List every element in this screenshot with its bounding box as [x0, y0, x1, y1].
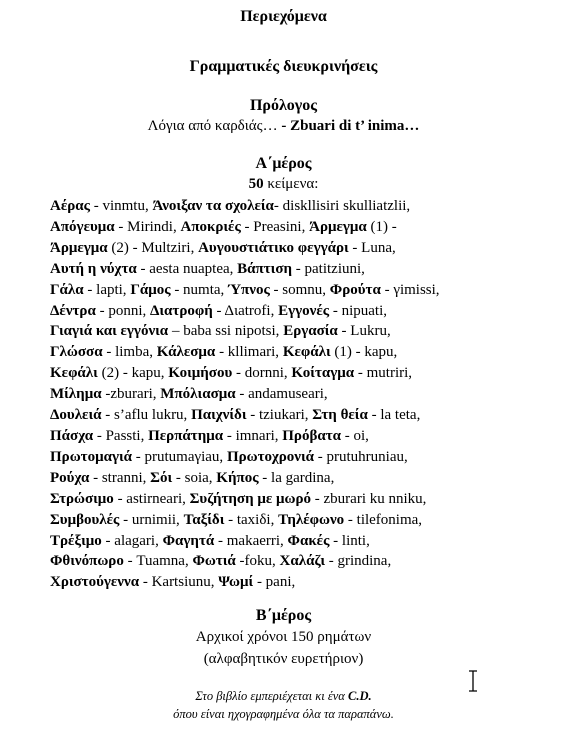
- entry-line: [50, 384, 530, 405]
- text-cursor-icon: [467, 670, 479, 692]
- entry-greek-title: Εγγονές: [278, 302, 330, 319]
- entry-translation: - imnari,: [223, 427, 283, 444]
- prologue-aromanian: Zbuari di t’ inima…: [290, 118, 420, 134]
- entry-greek-title: Διατροφή: [150, 302, 213, 319]
- entry-greek-title: Παιχνίδι: [191, 407, 247, 424]
- entry-translation: - pani,: [253, 574, 296, 591]
- entry-line: [50, 551, 530, 572]
- entry-translation: - γimissi,: [380, 281, 440, 298]
- entry-greek-title: Κοιμήσου: [168, 365, 233, 382]
- entry-greek-title: Αυτή η νύχτα: [50, 260, 137, 277]
- entry-line: [50, 238, 530, 259]
- entry-translation: - Passti,: [93, 427, 149, 444]
- entry-translation: - dornni,: [232, 365, 292, 382]
- entry-greek-title: Συμβουλές: [50, 511, 120, 528]
- entry-greek-title: Κάλεσμα: [156, 344, 216, 361]
- entry-translation: - s’aflu lukru,: [101, 407, 192, 424]
- prologue-dash: -: [281, 118, 287, 134]
- entry-greek-title: Δέντρα: [50, 302, 96, 319]
- entry-translation: - taxiδi,: [224, 511, 279, 528]
- entry-greek-title: Τηλέφωνο: [278, 511, 345, 528]
- entry-translation: - la teta,: [367, 407, 421, 424]
- entry-translation: - Kartsiunu,: [139, 574, 219, 591]
- part-a-count-label: κείμενα:: [267, 176, 319, 192]
- entry-line: [50, 405, 530, 426]
- entry-greek-title: Συζήτηση με μωρό: [189, 490, 312, 507]
- entry-greek-title: Γιαγιά και εγγόνια: [50, 323, 169, 340]
- entry-greek-title: Απόγευμα: [50, 218, 115, 235]
- contents-title: Περιεχόμενα: [240, 8, 327, 25]
- entry-greek-title: Τρέξιμο: [50, 532, 102, 549]
- entry-greek-title: Ψωμί: [218, 574, 254, 591]
- entry-line: [50, 531, 530, 552]
- entry-translation: - aesta nuaptea,: [136, 260, 238, 277]
- entry-translation: - diskllisiri skulliatzlii,: [273, 198, 411, 214]
- note-cd: C.D.: [348, 689, 372, 703]
- entry-translation: - lapti,: [83, 281, 131, 298]
- entry-translation: - oi,: [341, 427, 369, 444]
- entry-translation: - prutuhruniau,: [314, 448, 408, 465]
- entry-translation: - grindina,: [324, 553, 392, 570]
- entry-translation: - makaerri,: [214, 532, 288, 549]
- entry-translation: - zburari ku nniku,: [311, 490, 427, 507]
- entry-greek-title: Κεφάλι: [282, 344, 331, 361]
- entry-greek-title: Γάμος: [130, 281, 171, 298]
- entry-greek-title: Φωτιά: [192, 553, 236, 570]
- entry-greek-title: Κοίταγμα: [291, 365, 355, 382]
- entry-translation: - mutriri,: [354, 365, 413, 382]
- entry-greek-title: Σόι: [150, 469, 173, 486]
- entry-greek-title: Γάλα: [50, 281, 84, 298]
- entry-translation: - nipuati,: [329, 302, 387, 319]
- entry-translation: – baba ssi nipotsi,: [168, 323, 284, 340]
- entry-translation: (1) -: [366, 218, 397, 235]
- entry-greek-title: Κεφάλι: [50, 365, 98, 382]
- entry-translation: - Preasini,: [240, 218, 310, 235]
- entry-greek-title: Στη θεία: [312, 407, 368, 424]
- entry-greek-title: Κήπος: [216, 469, 259, 486]
- entry-greek-title: Άρμεγμα: [50, 239, 108, 256]
- entry-line: [50, 301, 530, 322]
- entry-greek-title: Χριστούγεννα: [50, 574, 140, 591]
- entry-greek-title: Ταξίδι: [183, 511, 225, 528]
- entry-greek-title: Αποκριές: [180, 218, 241, 235]
- grammar-heading: Γραμματικές διευκρινήσεις: [189, 58, 378, 75]
- entry-translation: -foku,: [235, 553, 280, 570]
- part-a-count-line: [0, 176, 567, 193]
- entry-translation: - Lukru,: [337, 323, 391, 340]
- entry-translation: - ponni,: [95, 302, 150, 319]
- entry-line: [50, 196, 530, 217]
- entry-line: [50, 342, 530, 363]
- entry-line: [50, 447, 530, 468]
- prologue-heading: Πρόλογος: [249, 97, 318, 114]
- entry-greek-title: Μπόλιασμα: [160, 386, 236, 403]
- entry-greek-title: Φρούτα: [329, 281, 381, 298]
- entry-translation: - andamuseari,: [235, 386, 328, 403]
- entry-greek-title: Πάσχα: [50, 427, 94, 444]
- entry-greek-title: Άνοιξαν τα σχολεία: [152, 198, 274, 214]
- entry-greek-title: Ρούχα: [50, 469, 90, 486]
- entry-greek-title: Μίλημα: [50, 386, 102, 403]
- entry-translation: - Mirindi,: [114, 218, 181, 235]
- entry-translation: - Luna,: [348, 239, 396, 256]
- entry-greek-title: Βάπτιση: [237, 260, 292, 277]
- entry-greek-title: Πρόβατα: [282, 427, 342, 444]
- entry-translation: - patitziuni,: [292, 260, 365, 277]
- entry-translation: (1) - kapu,: [330, 344, 398, 361]
- entry-greek-title: Χαλάζι: [279, 553, 325, 570]
- entry-translation: - vinmtu,: [89, 198, 153, 214]
- entry-greek-title: Φαγητά: [162, 532, 215, 549]
- note-line2: όπου είναι ηχογραφημένα όλα τα παραπάνω.: [173, 707, 394, 721]
- note-line1: [0, 689, 567, 704]
- entry-greek-title: Πρωτοχρονιά: [226, 448, 315, 465]
- entry-greek-title: Στρώσιμο: [50, 490, 114, 507]
- entry-line: [50, 259, 530, 280]
- part-b-line2: (αλφαβητικόν ευρετήριον): [203, 651, 364, 667]
- entry-greek-title: Άρμεγμα: [309, 218, 367, 235]
- entry-translation: - numta,: [170, 281, 229, 298]
- entry-translation: -zburari,: [101, 386, 161, 403]
- part-b-heading: Β΄μέρος: [255, 607, 312, 624]
- entry-translation: - linti,: [329, 532, 370, 549]
- entry-greek-title: Εργασία: [283, 323, 338, 340]
- entry-translation: - soia,: [172, 469, 217, 486]
- entry-translation: (2) - kapu,: [97, 365, 169, 382]
- entry-translation: - Tuamna,: [123, 553, 193, 570]
- entries-list: [50, 196, 530, 593]
- entry-greek-title: Φθινόπωρο: [50, 553, 124, 570]
- entry-translation: - la gardina,: [258, 469, 335, 486]
- part-a-count: 50: [248, 176, 264, 192]
- entry-line: [50, 426, 530, 447]
- entry-translation: - stranni,: [89, 469, 151, 486]
- entry-greek-title: Φακές: [287, 532, 330, 549]
- entry-line: [50, 489, 530, 510]
- part-a-heading: Α΄μέρος: [255, 155, 312, 172]
- entry-greek-title: Δουλειά: [50, 407, 102, 424]
- entry-line: [50, 217, 530, 238]
- entry-translation: (2) - Multziri,: [107, 239, 199, 256]
- entry-translation: - astirneari,: [113, 490, 190, 507]
- entry-line: [50, 280, 530, 301]
- entry-translation: - prutumaγiau,: [132, 448, 227, 465]
- part-b-line1: Αρχικοί χρόνοι 150 ρημάτων: [195, 629, 372, 645]
- entry-greek-title: Ύπνος: [228, 281, 270, 298]
- entry-translation: - urnimii,: [119, 511, 184, 528]
- entry-translation: - alagari,: [101, 532, 163, 549]
- prologue-greek: Λόγια από καρδιάς…: [147, 118, 278, 134]
- note-line1-text: Στο βιβλίο εμπεριέχεται κι ένα: [195, 689, 348, 703]
- entry-translation: - kllimari,: [215, 344, 283, 361]
- entry-line: [50, 468, 530, 489]
- entry-greek-title: Αέρας: [50, 198, 90, 214]
- entry-line: [50, 321, 530, 342]
- entry-translation: - tilefonima,: [344, 511, 423, 528]
- entry-translation: - somnu,: [269, 281, 330, 298]
- prologue-subtitle: [0, 118, 567, 135]
- entry-greek-title: Γλώσσα: [50, 344, 103, 361]
- entry-line: [50, 510, 530, 531]
- entry-line: [50, 363, 530, 384]
- entry-translation: - limba,: [102, 344, 157, 361]
- entry-greek-title: Αυγουστιάτικο φεγγάρι: [198, 239, 349, 256]
- entry-greek-title: Πρωτομαγιά: [50, 448, 132, 465]
- entry-line: [50, 572, 530, 593]
- entry-translation: - tziukari,: [246, 407, 313, 424]
- entry-greek-title: Περπάτημα: [148, 427, 224, 444]
- entry-translation: - Διatrofi,: [212, 302, 279, 319]
